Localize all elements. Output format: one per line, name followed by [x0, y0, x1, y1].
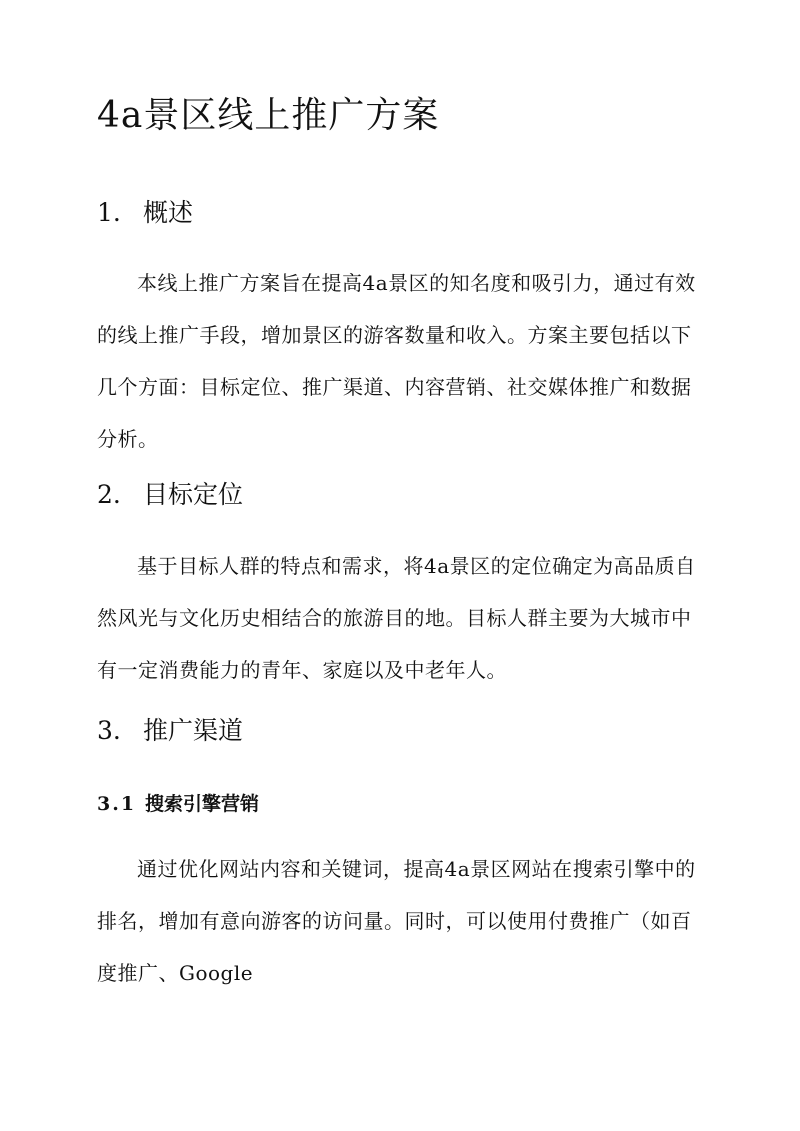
paragraph-line: 度推广、Google [97, 961, 254, 985]
section-number: 1. [97, 198, 121, 227]
paragraph-line: 有一定消费能力的青年、家庭以及中老年人。 [97, 658, 507, 682]
subsection-title: 搜索引擎营销 [145, 793, 260, 815]
section-heading-promotion-channels [97, 713, 243, 749]
section-heading-target-positioning [97, 477, 243, 513]
section-heading-overview [97, 195, 193, 231]
section-title: 推广渠道 [143, 716, 244, 745]
paragraph-line: 基于目标人群的特点和需求，将4a景区的定位确定为高品质自 [137, 554, 696, 578]
overview-paragraph [97, 257, 707, 465]
search-engine-marketing-paragraph [97, 843, 707, 999]
paragraph-line: 然风光与文化历史相结合的旅游目的地。目标人群主要为大城市中 [97, 606, 692, 630]
paragraph-line: 几个方面：目标定位、推广渠道、内容营销、社交媒体推广和数据 [97, 375, 692, 399]
paragraph-line: 排名，增加有意向游客的访问量。同时，可以使用付费推广（如百 [97, 909, 692, 933]
paragraph-line: 本线上推广方案旨在提高4a景区的知名度和吸引力，通过有效 [137, 271, 696, 295]
target-positioning-paragraph [97, 540, 707, 696]
subsection-heading-search-engine-marketing [97, 790, 259, 818]
document-title: 4a景区线上推广方案 [97, 95, 440, 136]
paragraph-line: 分析。 [97, 427, 159, 451]
section-title: 概述 [143, 198, 194, 227]
section-number: 2. [97, 480, 121, 509]
subsection-number: 3.1 [97, 793, 137, 815]
paragraph-line: 通过优化网站内容和关键词，提高4a景区网站在搜索引擎中的 [137, 857, 696, 881]
section-number: 3. [97, 716, 121, 745]
section-title: 目标定位 [143, 480, 244, 509]
paragraph-line: 的线上推广手段，增加景区的游客数量和收入。方案主要包括以下 [97, 323, 692, 347]
